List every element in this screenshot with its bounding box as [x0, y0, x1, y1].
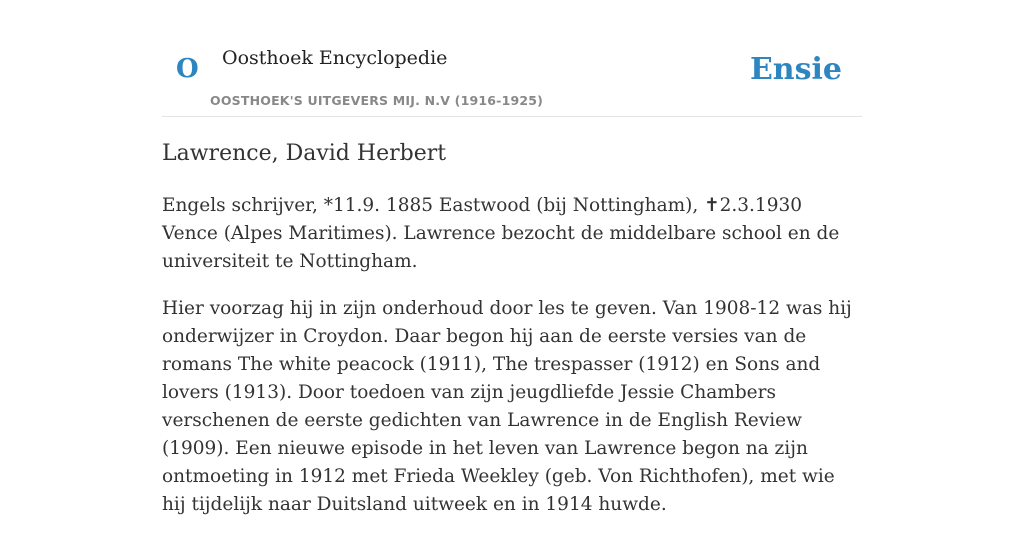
- article-paragraph: Engels schrijver, *11.9. 1885 Eastwood (bij Nottingham), ✝2.3.1930 Vence (Alpes Maritimes). Lawrence bezocht de middelbare school en de universiteit te Nottingham.: [162, 195, 840, 272]
- source-title-link[interactable]: Oosthoek Encyclopedie: [222, 47, 448, 69]
- article-body: [162, 192, 862, 538]
- source-logo[interactable]: O: [176, 54, 199, 84]
- source-publisher: OOSTHOEK'S UITGEVERS MIJ. N.V (1916-1925): [210, 93, 544, 108]
- brand-logo-link[interactable]: Ensie: [749, 52, 842, 87]
- source-header: [162, 0, 862, 117]
- article-paragraph: Hier voorzag hij in zijn onderhoud door les te geven. Van 1908-12 was hij onderwijzer in Croydon. Daar begon hij aan de eerste versies van de romans The white peacock (1911), The trespasser (1912) en Sons and lovers (1913). Door toedoen van zijn jeugdliefde Jessie Chambers verschenen de eerste gedichten van Lawrence in de English Review (1909). Een nieuwe episode in het leven van Lawrence begon na zijn ontmoeting in 1912 met Frieda Weekley (geb. Von Richthofen), met wie hij tijdelijk naar Duitsland uitweek en in 1914 huwde.: [162, 298, 852, 515]
- article-title: Lawrence, David Herbert: [162, 141, 447, 166]
